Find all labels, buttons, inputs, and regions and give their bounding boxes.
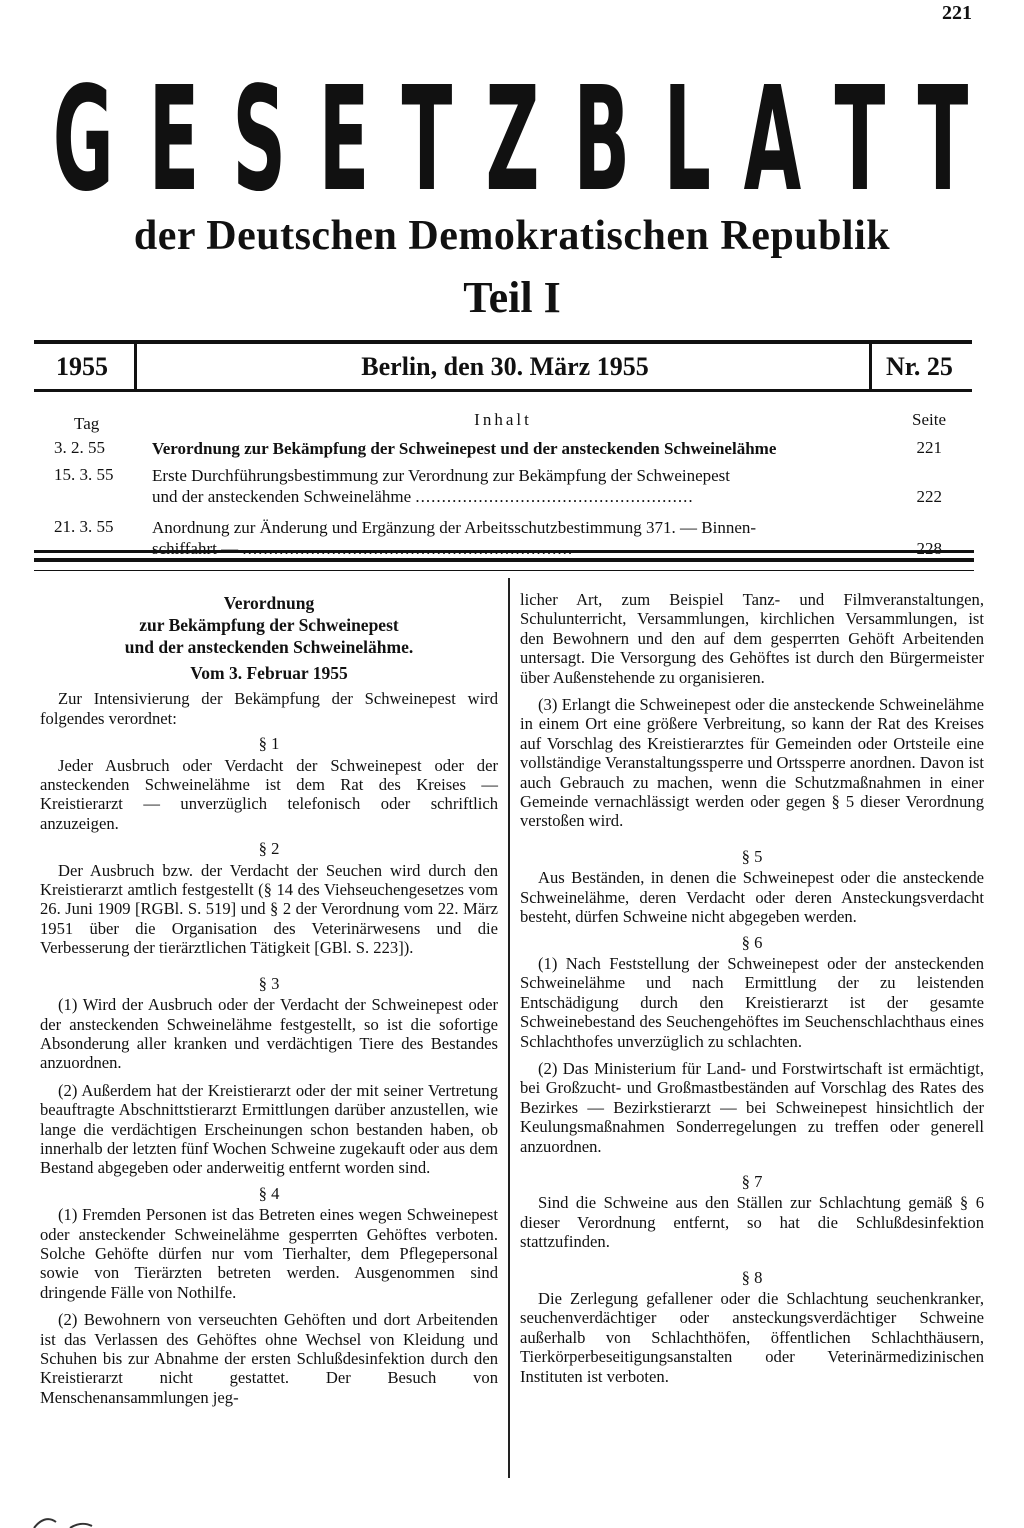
issue-year: 1955 [56, 351, 108, 381]
divider [34, 570, 974, 571]
spacer [40, 958, 498, 968]
toc-title-text: schiffahrt — [152, 539, 239, 558]
section-heading: § 5 [741, 846, 763, 866]
masthead-letter: E [148, 57, 200, 224]
section-heading: § 4 [258, 1183, 280, 1203]
paragraph: Jeder Ausbruch oder Verdacht der Schweinepest oder der ansteckenden Schweinelähme ist dem Rat des Kreises — Kreistierarzt — unverzüglich telefonisch oder schriftlich anzuzeigen. [40, 755, 498, 833]
paragraph: Sind die Schweine aus den Ställen zur Schlachtung gemäß § 6 dieser Verordnung entfernt, so hat die Schlußdesinfektion stattzufinden. [520, 1193, 984, 1252]
right-column [520, 590, 984, 1386]
toc-leader-dots: ............................................................... [242, 539, 574, 558]
toc-col-inhalt: Inhalt [474, 410, 532, 429]
toc-title-line: Erste Durchführungsbestimmung zur Verordnung zur Bekämpfung der Schweinepest [152, 466, 731, 485]
toc-date: 15. 3. 55 [54, 465, 114, 484]
masthead-letter: G [52, 57, 114, 224]
section-heading: § 6 [741, 932, 763, 952]
masthead-letter: B [573, 57, 631, 224]
paragraph: (2) Außerdem hat der Kreistierarzt oder der mit seiner Vertretung beauftragte Abschnittstierarzt Ermittlungen darüber anzustellen, wie lange die verdächtigen Erscheinungen schon bestanden haben, ob innerhalb der letzten fünf Wochen Schweine zugekauft oder aus dem Bestand abgegeben oder anderweitig entfernt worden sind. [40, 1080, 498, 1178]
section-heading: § 2 [258, 839, 280, 859]
page-number: 221 [942, 2, 972, 24]
paragraph: (1) Wird der Ausbruch oder der Verdacht der Schweinepest oder der ansteckenden Schweinelähme festgestellt, so ist die sofortige Absonderung aller kranken und verdächtigen Tiere des Bestandes anzuordnen. [40, 995, 498, 1073]
masthead-letter: L [663, 57, 711, 224]
toc-row [34, 438, 972, 459]
toc-col-seite: Seite [912, 410, 946, 429]
dateline [34, 340, 972, 392]
decree-title-line: und der ansteckenden Schweinelähme. [124, 637, 414, 657]
issue-number: Nr. 25 [886, 351, 953, 381]
left-column [40, 592, 498, 1407]
toc-title: Verordnung zur Bekämpfung der Schweinepest und der ansteckenden Schweinelähme [152, 439, 777, 458]
masthead-letter: T [401, 57, 453, 224]
paragraph: Die Zerlegung gefallener oder die Schlachtung seuchenkranker, seuchenverdächtiger oder ansteckungsverdächtiger Schweine außerhalb von Schlachthöfen, öffentlichen Schlachthäusern, Tierkörperbeseitigungsanstalten oder Veterinärmedizinischen Instituten ist verboten. [520, 1289, 984, 1386]
masthead-title [34, 57, 984, 224]
paragraph: (2) Das Ministerium für Land- und Forstwirtschaft ist ermächtigt, bei Großzucht- und Großmastbeständen auf Vorschlag des Rates des Bezirkes — Bezirkstierarzt — bei Schweinepest hinsichtlich der Keulungsmaßnahmen Sonderregelungen zu treffen oder generell anzuordnen. [520, 1058, 984, 1156]
column-divider [508, 578, 510, 1478]
section-heading: § 7 [741, 1171, 763, 1191]
masthead-letter: S [232, 57, 287, 224]
masthead-letter: T [835, 57, 886, 224]
decree-date: Vom 3. Februar 1955 [190, 663, 348, 683]
paragraph: Der Ausbruch bzw. der Verdacht der Seuchen wird durch den Kreistierarzt amtlich festgestellt (§ 14 des Viehseuchengesetzes vom 26. Juni 1909 [RGBl. S. 519] und § 2 der Verordnung vom 22. März 1951 über die Organisation des Veterinärwesens und die Verbesserung der tierärztlichen Tätigkeit [GBl. S. 223]). [40, 860, 498, 958]
toc-row [34, 465, 972, 507]
paragraph: (1) Fremden Personen ist das Betreten eines wegen Schweinepest oder ansteckender Schweinelähme gesperrten Gehöftes verboten. Solche Gehöfte dürfen nur vom Tierhalter, dem Pflegepersonal sowie von Tierärzten betreten werden. Ausgenommen sind dringende Fälle von Nothilfe. [40, 1205, 498, 1302]
scan-smudge [20, 1508, 100, 1528]
section-heading: § 8 [741, 1267, 763, 1287]
toc-page: 222 [916, 487, 942, 506]
paragraph: licher Art, zum Beispiel Tanz- und Filmveranstaltungen, Schulunterricht, Versammlungen, kirchlichen Versammlungen, ist den Bewohnern und den auf dem gesperrten Gehöft Arbeitenden untersagt. Die Versorgung des Gehöftes ist durch den Bürgermeister über Außenstehende zu organisieren. [520, 590, 984, 687]
paragraph: (2) Bewohnern von verseuchten Gehöften und dort Arbeitenden ist das Verlassen des Gehöftes ohne Wechsel von Kleidung und Schuhen bis zur Abnahme der ersten Schlußdesinfektion durch den Kreistierarzt nicht gestattet. Der Besuch von Menschenansammlungen jeg- [40, 1310, 498, 1407]
divider [869, 344, 872, 389]
issue-place-date: Berlin, den 30. März 1955 [361, 351, 649, 381]
paragraph: Zur Intensivierung der Bekämpfung der Schweinepest wird folgendes verordnet: [40, 689, 498, 728]
toc-title-line [152, 486, 872, 507]
paragraph: (3) Erlangt die Schweinepest oder die ansteckende Schweinelähme in einem Ort eine größere Verbreitung, so kann der Rat des Kreises auf Vorschlag des Kreistierarztes für Gemeinden oder Ortsteile eine vollständige Veranstaltungssperre und Ortssperre anordnen. Davon ist auch Gebrauch zu machen, wenn die Schutzmaßnahmen in einer Gemeinde vernachlässigt werden oder gegen § 5 dieser Verordnung verstoßen wird. [520, 695, 984, 831]
spacer [520, 831, 984, 841]
paragraph: Aus Beständen, in denen die Schweinepest oder die ansteckende Schweinelähme, deren Verdacht oder deren Ansteckungsverdacht besteht, dürfen Schweine nicht abgegeben werden. [520, 868, 984, 927]
masthead-letter: E [318, 57, 370, 224]
masthead-letter: A [743, 57, 802, 224]
masthead-part: Teil I [463, 273, 561, 322]
masthead-letter: T [917, 57, 969, 224]
divider [134, 344, 137, 389]
toc-leader-dots: ..................................................... [415, 487, 694, 506]
table-of-contents [34, 406, 972, 559]
masthead-subtitle: der Deutschen Demokratischen Republik [133, 213, 891, 259]
divider [34, 550, 974, 562]
section-heading: § 3 [258, 973, 280, 993]
decree-title [40, 592, 498, 658]
toc-header [34, 406, 972, 433]
toc-title-text: und der ansteckenden Schweinelähme [152, 487, 412, 506]
decree-title-line: Verordnung [223, 593, 315, 613]
toc-page: 221 [916, 438, 942, 457]
decree-title-line: zur Bekämpfung der Schweinepest [139, 615, 399, 635]
toc-date: 3. 2. 55 [54, 438, 105, 457]
paragraph: (1) Nach Feststellung der Schweinepest oder der ansteckenden Schweinelähme und nach Ermittlung der zu leistenden Entschädigung durch den Kreistierarzt ist der gesamte Schweinebestand des Seuchengehöftes im Seuchenschlachthaus eines Schlachthofes unverzüglich zu schlachten. [520, 953, 984, 1051]
section-heading: § 1 [258, 734, 280, 754]
toc-col-tag: Tag [74, 414, 100, 433]
toc-title-line: Anordnung zur Änderung und Ergänzung der Arbeitsschutzbestimmung 371. — Binnen- [152, 518, 757, 537]
masthead-letter: Z [485, 57, 540, 224]
spacer [520, 1252, 984, 1262]
spacer [520, 1156, 984, 1166]
toc-date: 21. 3. 55 [54, 517, 114, 536]
toc-page: 228 [916, 539, 942, 558]
toc-title [152, 465, 872, 507]
